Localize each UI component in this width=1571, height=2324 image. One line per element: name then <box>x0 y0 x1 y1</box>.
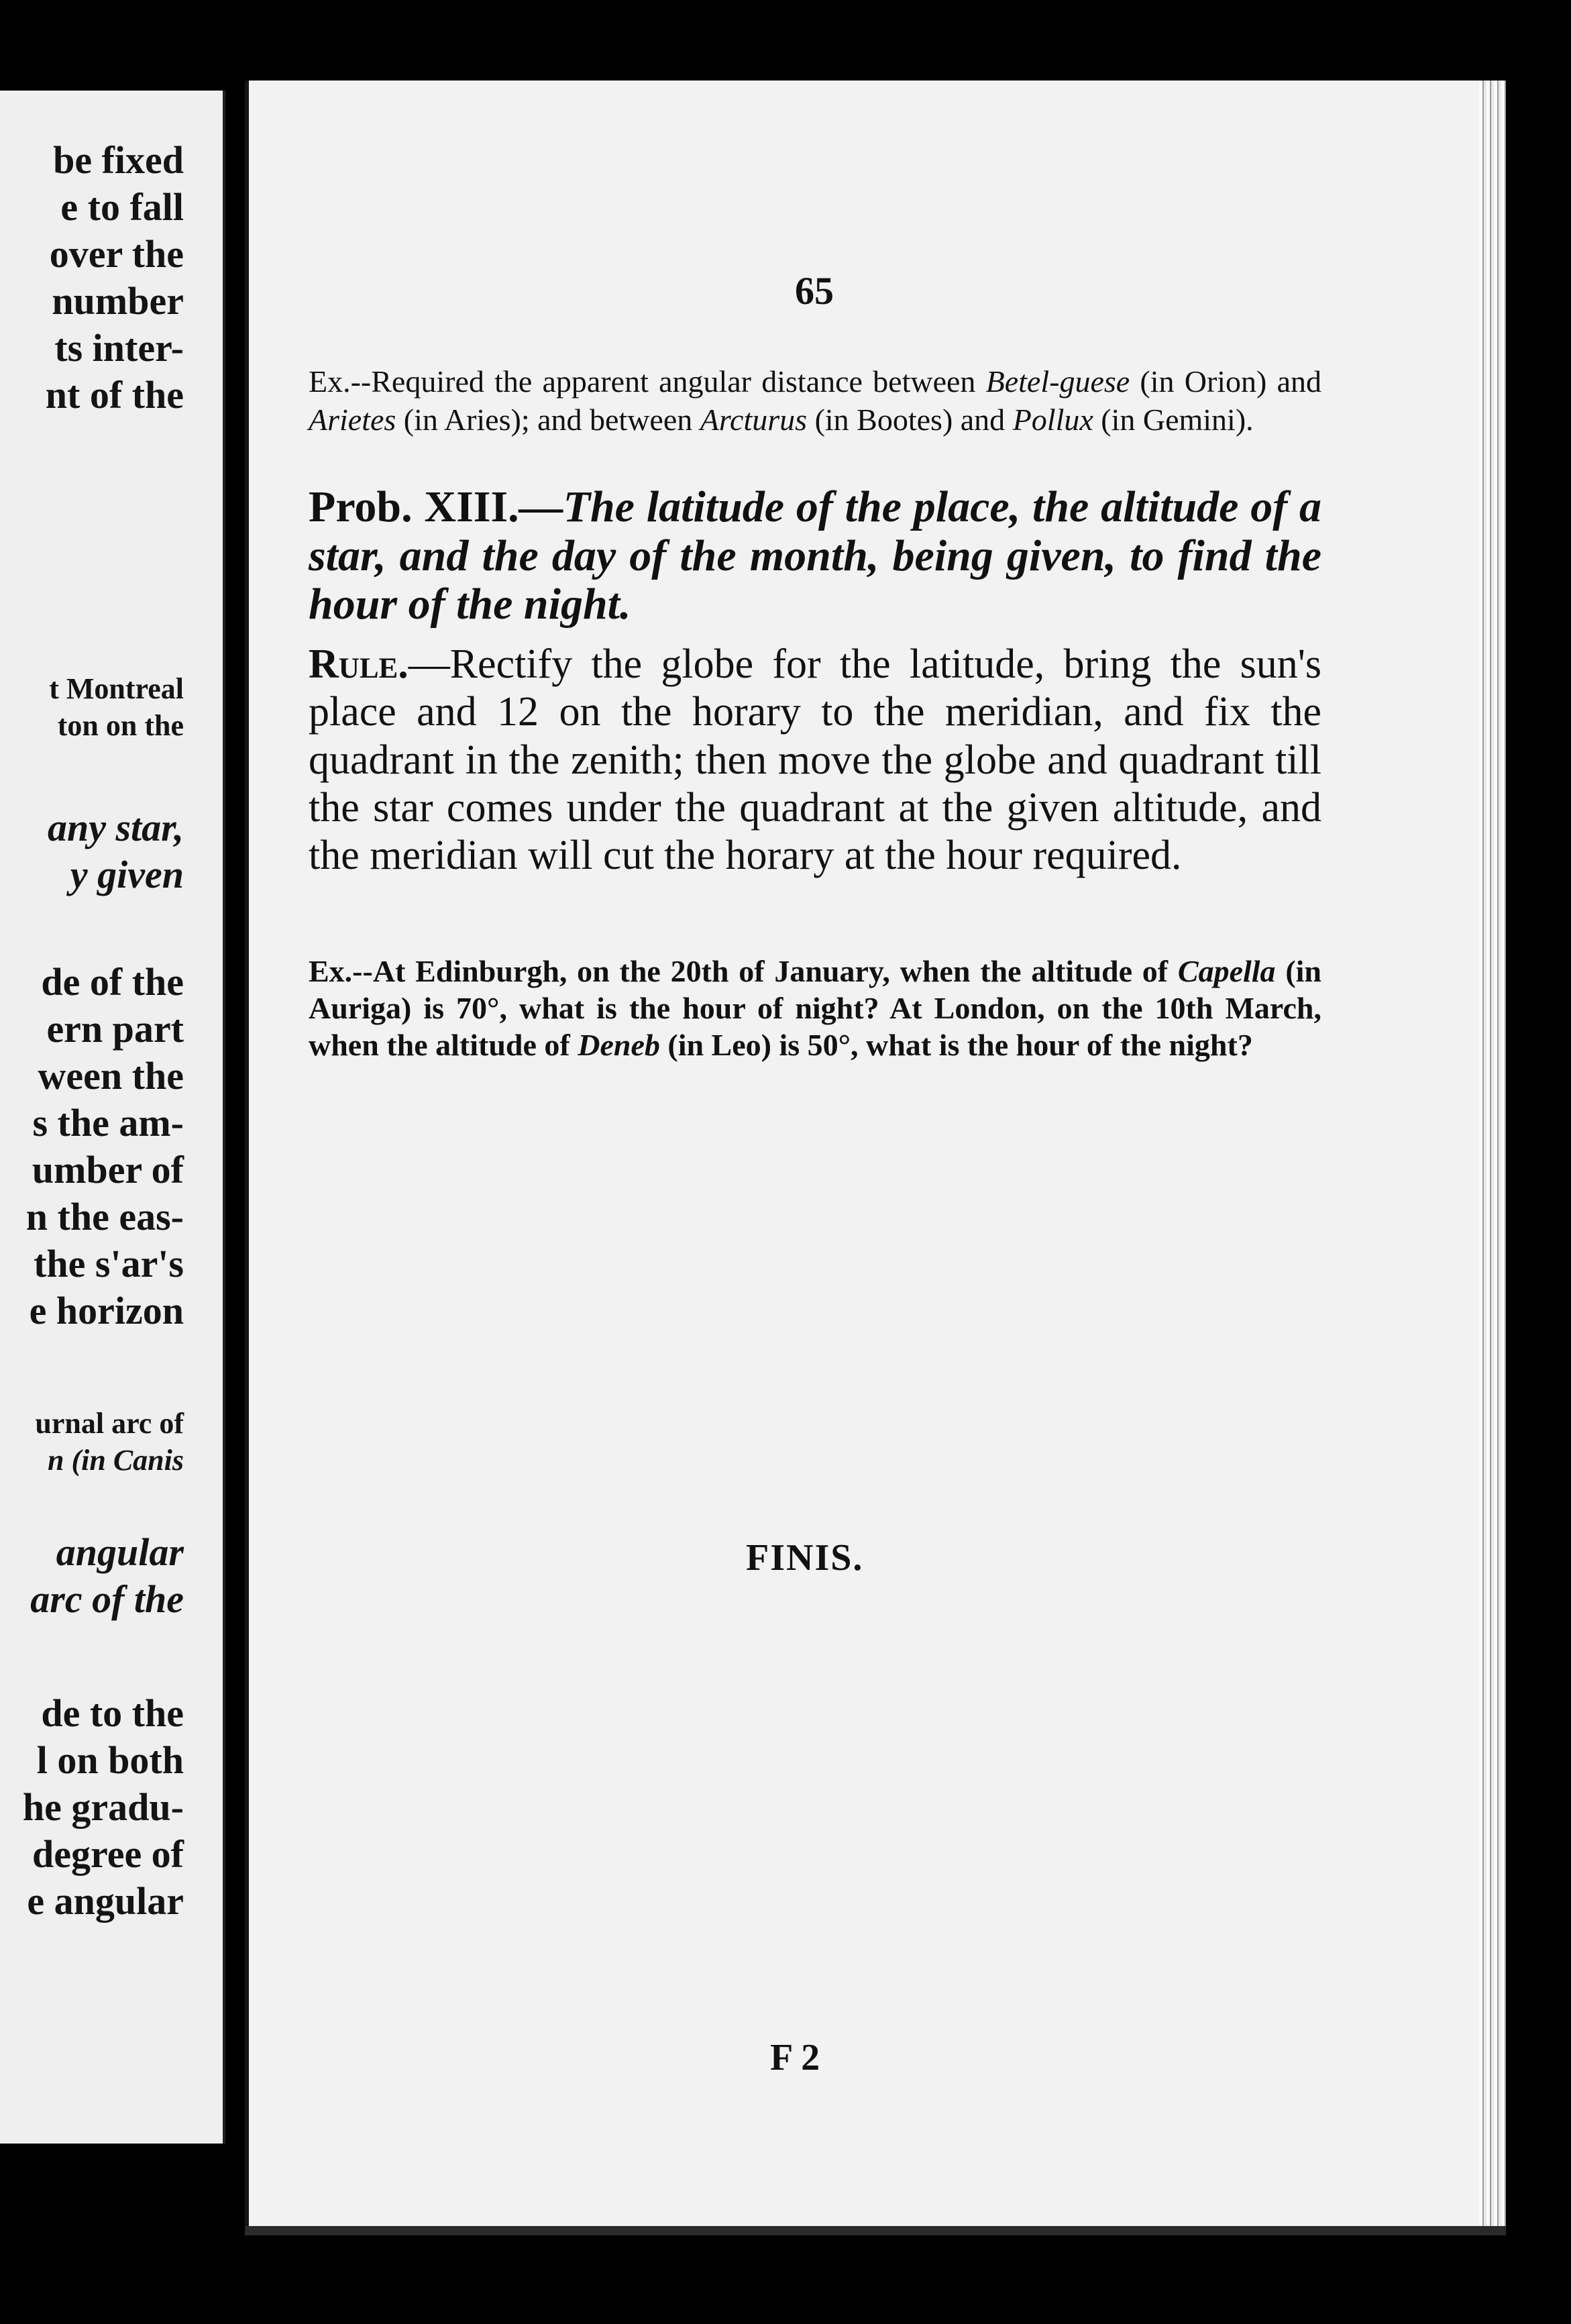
left-line: degree of <box>32 1832 184 1876</box>
left-line: any star, <box>47 806 184 849</box>
page-edge <box>1479 81 1506 2234</box>
left-line: e angular <box>27 1879 184 1923</box>
left-line: ton on the <box>57 709 184 742</box>
example-1: Ex.--Required the apparent angular distance between Betel-guese (in Orion) and Arietes (in Aries); and between Arcturus (in Bootes) and Pollux (in Gemini). <box>309 364 1322 437</box>
left-line: e to fall <box>60 185 184 229</box>
problem-statement <box>309 483 1321 629</box>
left-line: t Montreal <box>49 672 184 705</box>
problem-text: —The latitude of the place, the altitude of a star, and the day of the month, being given, to find the hour of the night. <box>309 482 1321 629</box>
star-name: Arcturus <box>700 403 808 437</box>
left-line: angular <box>56 1530 184 1574</box>
left-line: ts inter- <box>54 326 184 370</box>
star-name: Capella <box>1177 954 1276 988</box>
left-line: n the eas- <box>25 1195 184 1238</box>
left-line: l on both <box>36 1738 184 1782</box>
problem-label: Prob. XIII. <box>309 482 519 531</box>
left-line: nt of the <box>45 373 184 417</box>
left-line: the s'ar's <box>34 1242 184 1285</box>
rule-text: —Rectify the globe for the latitude, bring the sun's place and 12 on the horary to the meridian, and fix the quadrant in the zenith; then move the globe and quadrant till the star comes under the quadrant at the given altitude, and the meridian will cut the horary at the hour required. <box>309 641 1321 879</box>
rule-paragraph <box>309 641 1321 880</box>
left-line: urnal arc of <box>35 1407 184 1440</box>
star-name: Betel-guese <box>985 364 1130 399</box>
left-line: he gradu- <box>22 1785 184 1829</box>
left-line: de to the <box>41 1691 184 1735</box>
page-bottom-shadow <box>245 2226 1506 2235</box>
left-line: umber of <box>32 1148 184 1192</box>
example-lead: Ex.-- <box>309 954 373 988</box>
left-line: over the <box>49 232 184 276</box>
signature-mark: F 2 <box>770 2037 820 2078</box>
left-line: ween the <box>38 1054 184 1098</box>
left-line: number <box>52 279 184 323</box>
left-line: de of the <box>41 960 184 1004</box>
left-line: arc of the <box>30 1577 184 1621</box>
left-line: n (in Canis <box>48 1444 184 1477</box>
page-number: 65 <box>795 269 834 313</box>
left-line: s the am- <box>32 1101 184 1145</box>
left-page-fragment <box>0 91 225 2144</box>
star-name: Arietes <box>309 403 396 437</box>
left-line: be fixed <box>53 138 184 182</box>
star-name: Pollux <box>1012 403 1093 437</box>
example-lead: Ex.-- <box>309 364 372 399</box>
left-line: ern part <box>46 1007 184 1051</box>
left-line: e horizon <box>29 1289 184 1332</box>
finis-heading: FINIS. <box>746 1537 864 1579</box>
left-line: y given <box>70 853 184 896</box>
rule-label: Rule. <box>309 641 409 687</box>
example-2: Ex.--At Edinburgh, on the 20th of January, when the altitude of Capella (in Auriga) is 70°, what is the hour of night? At London, on the 10th March, when the altitude of Deneb (in Leo) is 50°, what is the hour of the night? <box>309 954 1322 1063</box>
star-name: Deneb <box>578 1028 660 1063</box>
